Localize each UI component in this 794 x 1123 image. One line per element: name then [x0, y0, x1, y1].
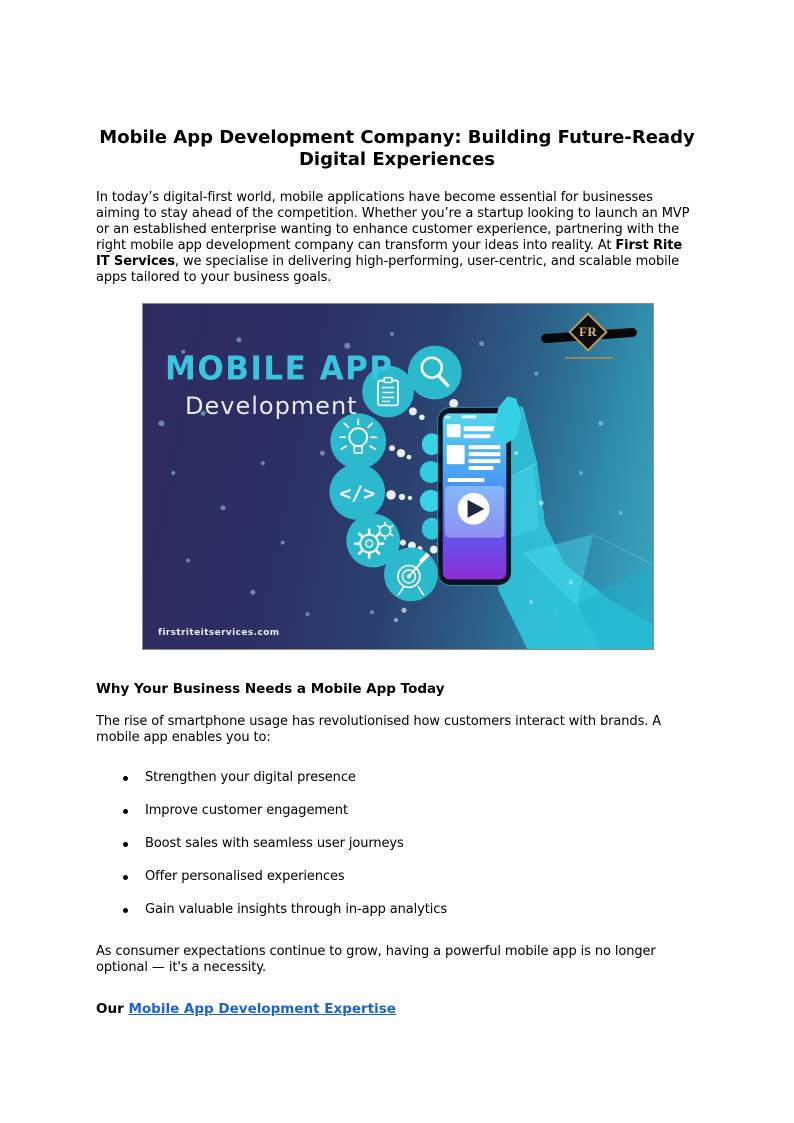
play-button-icon — [458, 493, 490, 525]
why-intro-paragraph: The rise of smartphone usage has revolutionised how customers interact with brands. A mobile app enables you to: — [96, 714, 662, 745]
search-icon — [408, 346, 462, 400]
banner-subtitle: Development — [185, 392, 358, 420]
banner-website-url: firstriteitservices.com — [158, 628, 280, 638]
logo-diamond — [568, 312, 608, 352]
page-title-line1: Mobile App Development Company: Building Future-Ready — [99, 127, 695, 148]
list-item: Strengthen your digital presence — [96, 770, 698, 786]
closing-paragraph: As consumer expectations continue to grow, having a powerful mobile app is no longer optional — it's a necessity. — [96, 944, 656, 975]
intro-text-before: In today’s digital-first world, mobile applications have become essential for businesses aiming to stay ahead of the competition. Whether you’re a startup looking to launch an MVP or an established enterprise wanting to enhance customer experience, partnering with the right mobile app development company can transform your ideas into reality. At — [96, 190, 690, 253]
target-icon — [384, 548, 438, 602]
page-title-line2: Digital Experiences — [298, 149, 495, 170]
expertise-link[interactable]: Mobile App Development Expertise — [128, 1001, 396, 1017]
logo-monogram: FR — [578, 324, 598, 339]
section-heading-why: Why Your Business Needs a Mobile App Today — [96, 681, 445, 697]
lightbulb-icon — [330, 413, 386, 469]
document-content — [96, 0, 698, 1018]
fr-logo — [541, 316, 637, 362]
list-item: Boost sales with seamless user journeys — [96, 836, 698, 852]
hero-banner-image — [142, 303, 654, 650]
list-item: Improve customer engagement — [96, 803, 698, 819]
intro-paragraph — [96, 190, 698, 286]
logo-tagline-bar — [565, 357, 613, 359]
benefits-list — [96, 770, 698, 918]
code-icon — [329, 464, 385, 520]
expertise-prefix: Our — [96, 1001, 129, 1017]
svg-text:</>: </> — [339, 481, 376, 505]
company-name: First Rite IT Services — [96, 238, 683, 269]
intro-text-after: , we specialise in delivering high-performing, user-centric, and scalable mobile apps tailored to your business goals. — [96, 254, 680, 285]
page-title — [96, 127, 698, 171]
banner-title: MOBILE APP — [165, 350, 394, 389]
list-item: Offer personalised experiences — [96, 869, 698, 885]
list-item: Gain valuable insights through in-app analytics — [96, 902, 698, 918]
expertise-line — [96, 1001, 698, 1018]
